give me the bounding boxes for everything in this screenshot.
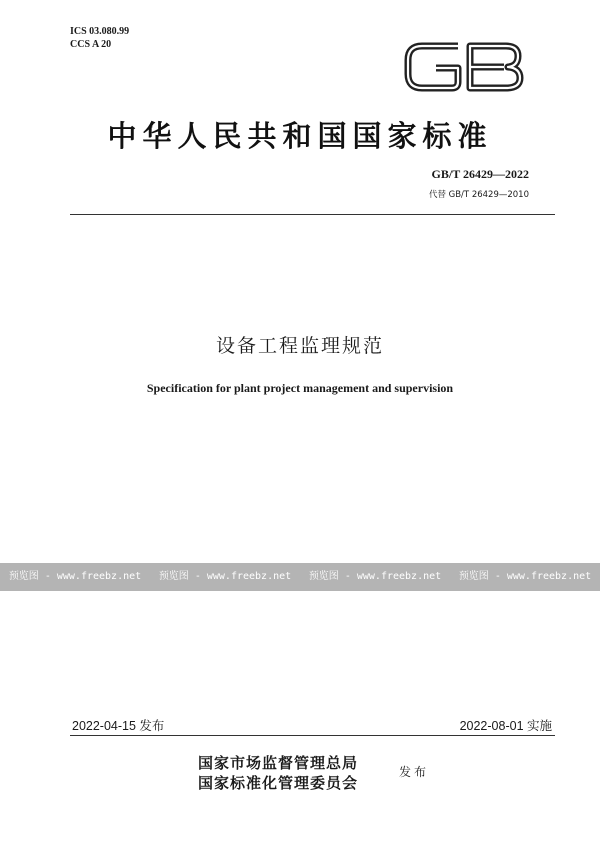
replaces-standard: 代替 GB/T 26429—2010	[428, 190, 529, 200]
footer-divider	[70, 735, 555, 736]
issuer-samr: 国家市场监督管理总局	[198, 754, 359, 772]
ccs-code: CCS A 20	[70, 39, 112, 50]
watermark-band	[0, 563, 600, 591]
header-divider	[70, 214, 555, 215]
ics-code: ICS 03.080.99	[70, 26, 130, 37]
issuer-sac: 国家标准化管理委员会	[198, 774, 359, 792]
national-standard-title: 中华人民共和国国家标准	[107, 119, 493, 153]
issuing-authorities	[198, 753, 358, 793]
document-title-cn: 设备工程监理规范	[215, 335, 384, 357]
effective-date: 2022-08-01 实施	[459, 719, 552, 733]
watermark-text: 预览图 - www.freebz.net	[308, 571, 442, 582]
watermark-text: 预览图 - www.freebz.net	[458, 571, 592, 582]
issue-label: 发布	[399, 765, 430, 779]
ics-code-block	[70, 25, 129, 51]
gb-logo	[400, 36, 526, 98]
document-title-en: Specification for plant project management and supervision	[146, 381, 454, 395]
standard-number: GB/T 26429—2022	[431, 167, 529, 181]
watermark-text: 预览图 - www.freebz.net	[158, 571, 292, 582]
publish-date: 2022-04-15 发布	[72, 719, 165, 733]
watermark-text: 预览图 - www.freebz.net	[8, 571, 142, 582]
